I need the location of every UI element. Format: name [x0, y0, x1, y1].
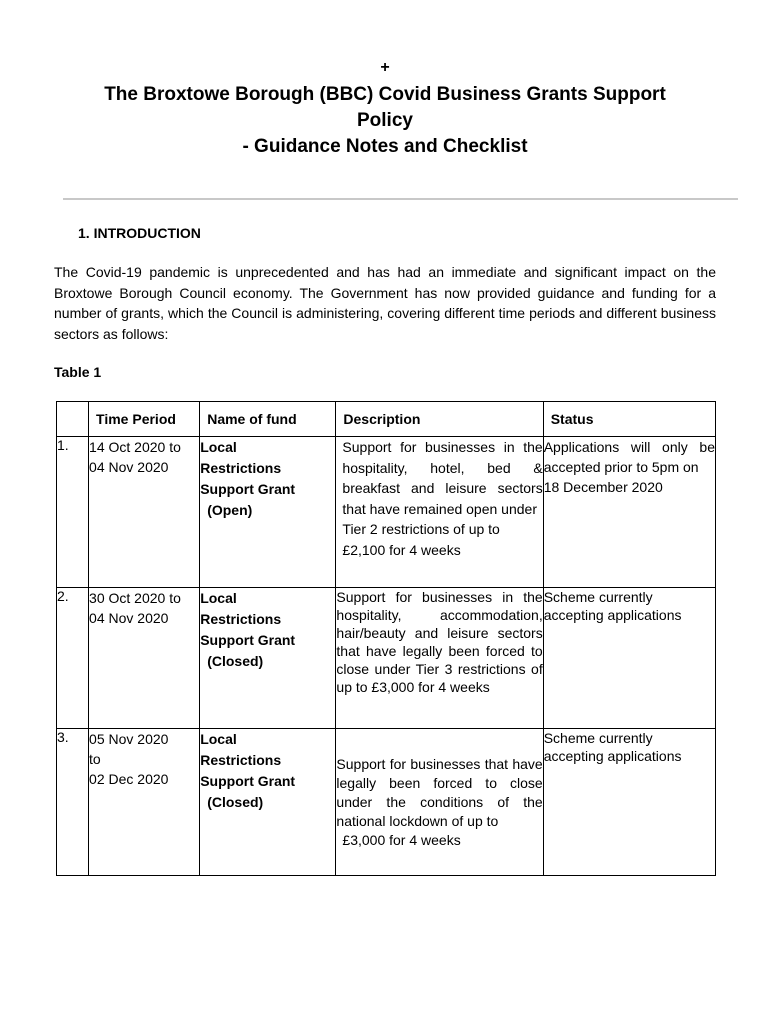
row-number: 3.: [57, 729, 89, 876]
time-line: 02 Dec 2020: [89, 771, 169, 787]
fund-line: Support Grant: [200, 481, 296, 497]
fund-name-cell: [200, 729, 336, 876]
header-cell-description: Description: [336, 402, 543, 437]
fund-status-tag: (Open): [207, 502, 253, 518]
description-text: Support for businesses that have legally been forced to close under the conditions of the national lockdown of up to: [336, 756, 543, 829]
introduction-paragraph: The Covid-19 pandemic is unprecedented and has had an immediate and significant impact on the Broxtowe Borough Council economy. The Government has now provided guidance and funding for a number of grants, which the Council is administering, covering different time periods and different business sectors as follows:: [54, 264, 716, 342]
header-plus-mark: +: [380, 59, 390, 76]
fund-line: Local: [200, 590, 237, 606]
header-cell-time-period: Time Period: [89, 402, 200, 437]
status-cell: [543, 588, 715, 729]
description-cell: [336, 729, 543, 876]
description-cell: [336, 588, 543, 729]
row-number: 2.: [57, 588, 89, 729]
header-cell-number: [57, 402, 89, 437]
fund-name-cell: [200, 437, 336, 588]
title-line-2: Policy: [357, 110, 413, 131]
fund-line: Support Grant: [200, 773, 296, 789]
grants-table: [56, 401, 716, 876]
row-number: 1.: [57, 437, 89, 588]
document-title: [60, 82, 710, 160]
fund-status-tag: (Closed): [207, 653, 264, 669]
time-line: 04 Nov 2020: [89, 459, 169, 475]
status-text: Applications will only be accepted prior to 5pm on: [543, 439, 715, 475]
status-date: 18 December 2020: [543, 479, 663, 495]
fund-line: Restrictions: [200, 611, 282, 627]
description-text: Support for businesses in the hospitality, hotel, bed & breakfast and leisure sectors that have remained open under: [342, 439, 543, 517]
time-line: 05 Nov 2020: [89, 731, 169, 747]
description-cell: [336, 437, 543, 588]
fund-line: Restrictions: [200, 460, 282, 476]
status-cell: [543, 729, 715, 876]
fund-name-cell: [200, 588, 336, 729]
table-label: Table 1: [54, 364, 102, 380]
title-line-3: - Guidance Notes and Checklist: [242, 136, 528, 157]
status-text: Scheme currently accepting applications: [543, 589, 682, 623]
table-row: [57, 729, 716, 876]
header-cell-status: Status: [543, 402, 715, 437]
time-period-cell: [89, 437, 200, 588]
table-header-row: [57, 402, 716, 437]
table-row: [57, 437, 716, 588]
status-cell: [543, 437, 715, 588]
fund-line: Local: [200, 731, 237, 747]
time-period-cell: [89, 729, 200, 876]
time-period-cell: [89, 588, 200, 729]
fund-line: Restrictions: [200, 752, 282, 768]
status-text: Scheme currently accepting applications: [543, 730, 682, 764]
time-line: 30 Oct 2020 to: [89, 590, 181, 606]
time-line: to: [89, 751, 101, 767]
horizontal-divider: [63, 198, 738, 200]
fund-line: Support Grant: [200, 632, 296, 648]
section-heading-introduction: 1. INTRODUCTION: [78, 225, 201, 241]
header-cell-fund-name: Name of fund: [200, 402, 336, 437]
title-line-1: The Broxtowe Borough (BBC) Covid Business Grants Support: [104, 84, 666, 105]
description-extra: Tier 2 restrictions of up to £2,100 for 4 weeks: [342, 521, 500, 558]
time-line: 04 Nov 2020: [89, 610, 169, 626]
table-row: [57, 588, 716, 729]
fund-status-tag: (Closed): [207, 794, 264, 810]
description-text: Support for businesses in the hospitality, accommodation, hair/beauty and leisure sectors that have legally been forced to close under Tier 3 restrictions of up to £3,000 for 4 weeks: [336, 589, 543, 695]
description-extra: £3,000 for 4 weeks: [342, 832, 461, 848]
time-line: 14 Oct 2020 to: [89, 439, 181, 455]
fund-line: Local: [200, 439, 237, 455]
